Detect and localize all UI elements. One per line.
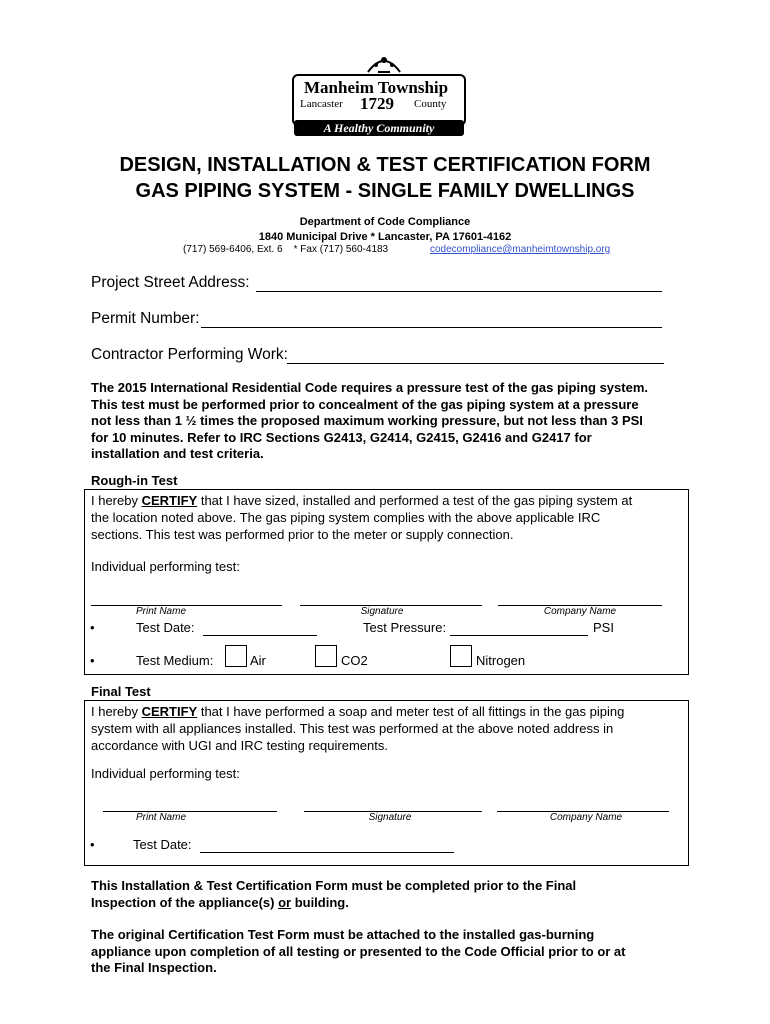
permit-number-input[interactable] <box>201 311 662 328</box>
final-test-date-label: Test Date: <box>133 837 192 852</box>
footer-note-2 <box>91 927 626 977</box>
department-address: 1840 Municipal Drive * Lancaster, PA 17601-4162 <box>258 231 512 243</box>
form-title-line1: DESIGN, INSTALLATION & TEST CERTIFICATION FORM <box>119 154 651 176</box>
rough-in-print-name-caption: Print Name <box>135 606 186 617</box>
nitrogen-checkbox[interactable] <box>450 645 472 667</box>
certify-post: that I have performed a soap and meter test of all fittings in the gas piping <box>197 704 625 719</box>
intro-line: This test must be performed prior to concealment of the gas piping system at a pressure <box>91 396 639 412</box>
logo-right-text: County <box>414 98 447 110</box>
intro-paragraph <box>91 380 648 463</box>
intro-line: installation and test criteria. <box>91 446 264 461</box>
air-label: Air <box>250 653 266 668</box>
rough-in-line: the location noted above. The gas piping system complies with the above applicable IRC <box>91 510 601 525</box>
co2-checkbox[interactable] <box>315 645 337 667</box>
rough-in-psi-unit: PSI <box>593 620 614 635</box>
footer-line: the Final Inspection. <box>91 960 217 975</box>
intro-line: for 10 minutes. Refer to IRC Sections G2413, G2414, G2415, G2416 and G2417 for <box>91 429 592 445</box>
certify-pre: I hereby <box>91 704 142 719</box>
air-checkbox[interactable] <box>225 645 247 667</box>
department-email-link[interactable]: codecompliance@manheimtownship.org <box>430 244 611 255</box>
logo-left-text: Lancaster <box>300 98 343 110</box>
footer-line: appliance upon completion of all testing or presented to the Code Official prior to or at <box>91 943 626 959</box>
rough-in-test-medium-label: Test Medium: <box>136 653 214 668</box>
rough-in-line <box>91 492 632 509</box>
bullet-icon: • <box>90 620 95 635</box>
footer-text: Inspection of the appliance(s) <box>91 894 279 910</box>
intro-line: The 2015 International Residential Code requires a pressure test of the gas piping system. <box>91 380 648 395</box>
bullet-icon: • <box>90 837 95 852</box>
department-phone-fax: (717) 569-6406, Ext. 6 * Fax (717) 560-4183 <box>183 244 389 255</box>
lantern-ornament-icon <box>364 52 404 76</box>
final-individual-label: Individual performing test: <box>91 766 240 781</box>
final-test-date-input[interactable] <box>200 851 454 853</box>
final-company-caption: Company Name <box>549 812 623 823</box>
final-signature-caption: Signature <box>368 812 412 823</box>
nitrogen-label: Nitrogen <box>476 653 526 668</box>
project-address-label: Project Street Address: <box>91 274 250 291</box>
permit-number-label: Permit Number: <box>91 310 200 327</box>
logo-name: Manheim Township <box>304 78 449 97</box>
form-title-line2: GAS PIPING SYSTEM - SINGLE FAMILY DWELLINGS <box>135 180 635 202</box>
rough-in-line: sections. This test was performed prior to the meter or supply connection. <box>91 527 514 542</box>
certify-pre: I hereby <box>91 493 142 508</box>
bullet-icon: • <box>90 653 95 668</box>
rough-in-company-caption: Company Name <box>543 606 617 617</box>
co2-label: CO2 <box>341 653 368 668</box>
department-name: Department of Code Compliance <box>299 216 471 228</box>
footer-note-1 <box>91 878 576 911</box>
certify-post: that I have sized, installed and performed a test of the gas piping system at <box>197 493 633 508</box>
logo-year: 1729 <box>360 94 394 113</box>
footer-line: The original Certification Test Form must be attached to the installed gas-burning <box>91 927 595 942</box>
contractor-input[interactable] <box>287 347 664 364</box>
rough-in-test-pressure-input[interactable] <box>450 634 588 636</box>
rough-in-test-date-label: Test Date: <box>136 620 195 635</box>
rough-in-test-pressure-label: Test Pressure: <box>363 620 447 635</box>
footer-line: This Installation & Test Certification Form must be completed prior to the Final <box>91 878 577 893</box>
certify-word: CERTIFY <box>141 493 198 508</box>
footer-or-emphasis: or <box>278 894 292 910</box>
intro-line: not less than 1 ½ times the proposed maximum working pressure, but not less than 3 PSI <box>91 413 643 428</box>
footer-line <box>91 895 576 912</box>
project-address-input[interactable] <box>256 275 662 292</box>
final-line: system with all appliances installed. This test was performed at the above noted address in <box>91 721 614 736</box>
rough-in-signature-caption: Signature <box>360 606 404 617</box>
township-logo <box>292 52 466 136</box>
certify-word: CERTIFY <box>141 704 198 719</box>
footer-text: building. <box>291 894 349 910</box>
contractor-label: Contractor Performing Work: <box>91 346 288 363</box>
final-line: accordance with UGI and IRC testing requirements. <box>91 738 388 753</box>
rough-in-test-date-input[interactable] <box>203 634 317 636</box>
rough-in-certification-text <box>91 492 632 543</box>
final-print-name-caption: Print Name <box>135 812 186 823</box>
final-test-title: Final Test <box>91 684 151 699</box>
rough-in-title: Rough-in Test <box>91 473 178 488</box>
final-certification-text <box>91 703 624 754</box>
rough-in-individual-label: Individual performing test: <box>91 559 240 574</box>
logo-tagline: A Healthy Community <box>294 120 464 136</box>
final-line <box>91 703 624 720</box>
